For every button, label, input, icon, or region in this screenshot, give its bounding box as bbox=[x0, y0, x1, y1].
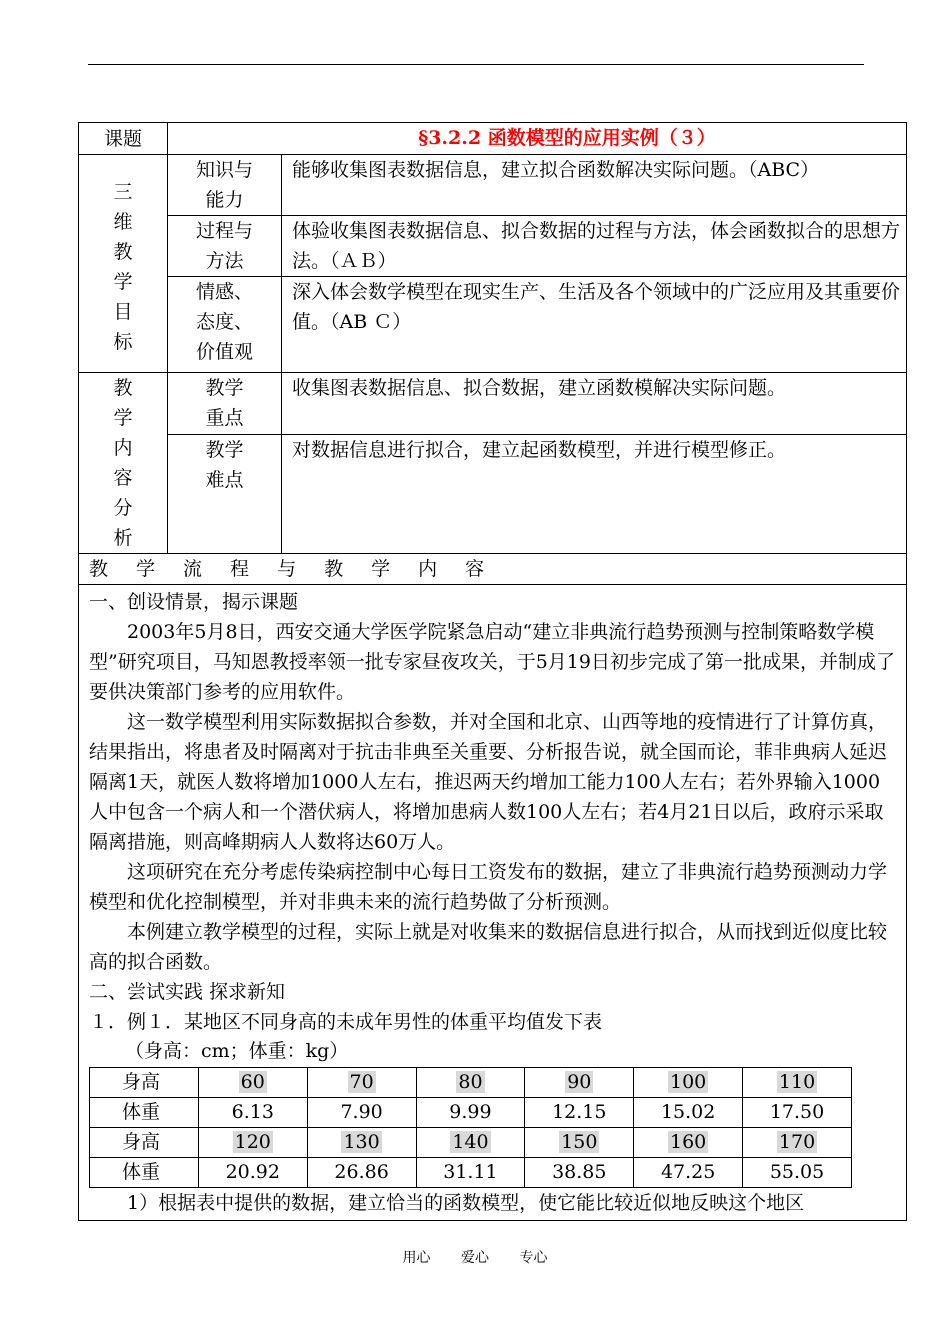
analysis-group-label bbox=[79, 373, 168, 554]
height-cell: 170 bbox=[743, 1128, 852, 1158]
height-label: 身高 bbox=[90, 1128, 199, 1158]
weight-cell: 55.05 bbox=[743, 1158, 852, 1188]
teaching-flow-header bbox=[79, 554, 907, 585]
objectives-char: 学 bbox=[113, 271, 133, 293]
height-cell: 100 bbox=[634, 1068, 743, 1098]
height-cell: 90 bbox=[525, 1068, 634, 1098]
height-label: 身高 bbox=[90, 1068, 199, 1098]
flow-char: 流 bbox=[183, 558, 203, 580]
question: 1）根据表中提供的数据，建立恰当的函数模型，使它能比较近似地反映这个地区 bbox=[127, 1192, 805, 1214]
objectives-group-label bbox=[79, 155, 168, 373]
objectives-char: 目 bbox=[113, 301, 133, 323]
height-cell: 160 bbox=[634, 1128, 743, 1158]
lesson-title: §3.2.2 函数模型的应用实例（３） bbox=[168, 123, 907, 155]
topic-label: 课题 bbox=[79, 123, 168, 155]
weight-cell: 17.50 bbox=[743, 1098, 852, 1128]
section-heading: 一、创设情景，揭示课题 bbox=[89, 591, 299, 613]
header-rule bbox=[88, 64, 864, 65]
objectives-char: 标 bbox=[113, 331, 133, 353]
weight-label: 体重 bbox=[90, 1158, 199, 1188]
lesson-plan-table bbox=[78, 122, 907, 1221]
weight-cell: 6.13 bbox=[198, 1098, 307, 1128]
weight-cell: 47.25 bbox=[634, 1158, 743, 1188]
section-heading: 二、尝试实践 探求新知 bbox=[89, 981, 286, 1003]
flow-char: 容 bbox=[465, 558, 485, 580]
height-cell: 150 bbox=[525, 1128, 634, 1158]
weight-cell: 31.11 bbox=[416, 1158, 525, 1188]
objectives-char: 维 bbox=[113, 211, 133, 233]
analysis-char: 析 bbox=[113, 527, 133, 549]
height-cell: 80 bbox=[416, 1068, 525, 1098]
objectives-char: 教 bbox=[113, 241, 133, 263]
objective-process-text: 体验收集图表数据信息、拟合数据的过程与方法，体会函数拟合的思想方法。（ＡＢ） bbox=[282, 216, 907, 277]
flow-char: 内 bbox=[418, 558, 438, 580]
analysis-char: 学 bbox=[113, 407, 133, 429]
paragraph: 本例建立教学模型的过程，实际上就是对收集来的数据信息进行拟合，从而找到近似度比较高的拟合函数。 bbox=[89, 921, 888, 973]
paragraph: 这一数学模型利用实际数据拟合参数，并对全国和北京、山西等地的疫情进行了计算仿真，结果指出，将患者及时隔离对于抗击非典至关重要、分析报告说，就全国而论，菲非典病人延迟隔离1天，就医人数将增加1000人左右，推迟两天约增加工能力100人左右；若外界输入1000人中包含一个病人和一个潜伏病人，将增加患病人数100人左右；若4月21日以后，政府示采取隔离措施，则高峰期病人人数将达60万人。 bbox=[89, 711, 888, 853]
difficulty-text: 对数据信息进行拟合，建立起函数模型，并进行模型修正。 bbox=[282, 434, 907, 553]
analysis-char: 教 bbox=[113, 377, 133, 399]
units-note: （身高：cm；体重：kg） bbox=[125, 1040, 349, 1062]
objective-attitude-label: 情感、 态度、 价值观 bbox=[168, 277, 282, 373]
footer-word: 爱心 bbox=[461, 1250, 489, 1266]
objectives-char: 三 bbox=[113, 181, 133, 203]
footer-word: 用心 bbox=[402, 1250, 431, 1266]
analysis-char: 容 bbox=[113, 467, 133, 489]
key-point-text: 收集图表数据信息、拟合数据，建立函数模解决实际问题。 bbox=[282, 373, 907, 435]
table-row bbox=[90, 1098, 852, 1128]
flow-char: 学 bbox=[136, 558, 156, 580]
weight-cell: 12.15 bbox=[525, 1098, 634, 1128]
table-row bbox=[90, 1128, 852, 1158]
flow-char: 与 bbox=[277, 558, 297, 580]
height-cell: 130 bbox=[307, 1128, 416, 1158]
height-weight-table bbox=[89, 1067, 852, 1188]
weight-cell: 7.90 bbox=[307, 1098, 416, 1128]
key-point-label: 教学 重点 bbox=[168, 373, 282, 435]
analysis-char: 分 bbox=[113, 497, 133, 519]
height-cell: 60 bbox=[198, 1068, 307, 1098]
objective-knowledge-text: 能够收集图表数据信息，建立拟合函数解决实际问题。（ABC） bbox=[282, 155, 907, 216]
weight-cell: 15.02 bbox=[634, 1098, 743, 1128]
weight-cell: 9.99 bbox=[416, 1098, 525, 1128]
objective-process-label: 过程与 方法 bbox=[168, 216, 282, 277]
height-cell: 70 bbox=[307, 1068, 416, 1098]
paragraph: 2003年5月8日，西安交通大学医学院紧急启动“建立非典流行趋势预测与控制策略数学模型”研究项目，马知恩教授率领一批专家昼夜攻关，于5月19日初步完成了第一批成果，并制成了要供决策部门参考的应用软件。 bbox=[89, 621, 895, 703]
weight-cell: 20.92 bbox=[198, 1158, 307, 1188]
analysis-char: 内 bbox=[113, 437, 133, 459]
table-row bbox=[90, 1158, 852, 1188]
height-cell: 120 bbox=[198, 1128, 307, 1158]
height-cell: 140 bbox=[416, 1128, 525, 1158]
page-footer bbox=[0, 1247, 950, 1267]
weight-cell: 26.86 bbox=[307, 1158, 416, 1188]
flow-char: 学 bbox=[371, 558, 391, 580]
flow-char: 教 bbox=[89, 558, 109, 580]
difficulty-label: 教学 难点 bbox=[168, 434, 282, 553]
weight-label: 体重 bbox=[90, 1098, 199, 1128]
example-heading: １．例１．某地区不同身高的未成年男性的体重平均值发下表 bbox=[89, 1011, 603, 1033]
table-row bbox=[90, 1068, 852, 1098]
paragraph: 这项研究在充分考虑传染病控制中心每日工资发布的数据，建立了非典流行趋势预测动力学模型和优化控制模型，并对非典未来的流行趋势做了分析预测。 bbox=[89, 861, 888, 913]
objective-attitude-text: 深入体会数学模型在现实生产、生活及各个领域中的广泛应用及其重要价值。（AB Ｃ） bbox=[282, 277, 907, 373]
flow-char: 程 bbox=[230, 558, 250, 580]
objective-knowledge-label: 知识与 能力 bbox=[168, 155, 282, 216]
flow-char: 教 bbox=[324, 558, 344, 580]
teaching-content bbox=[79, 585, 907, 1221]
weight-cell: 38.85 bbox=[525, 1158, 634, 1188]
height-cell: 110 bbox=[743, 1068, 852, 1098]
footer-word: 专心 bbox=[519, 1250, 548, 1266]
